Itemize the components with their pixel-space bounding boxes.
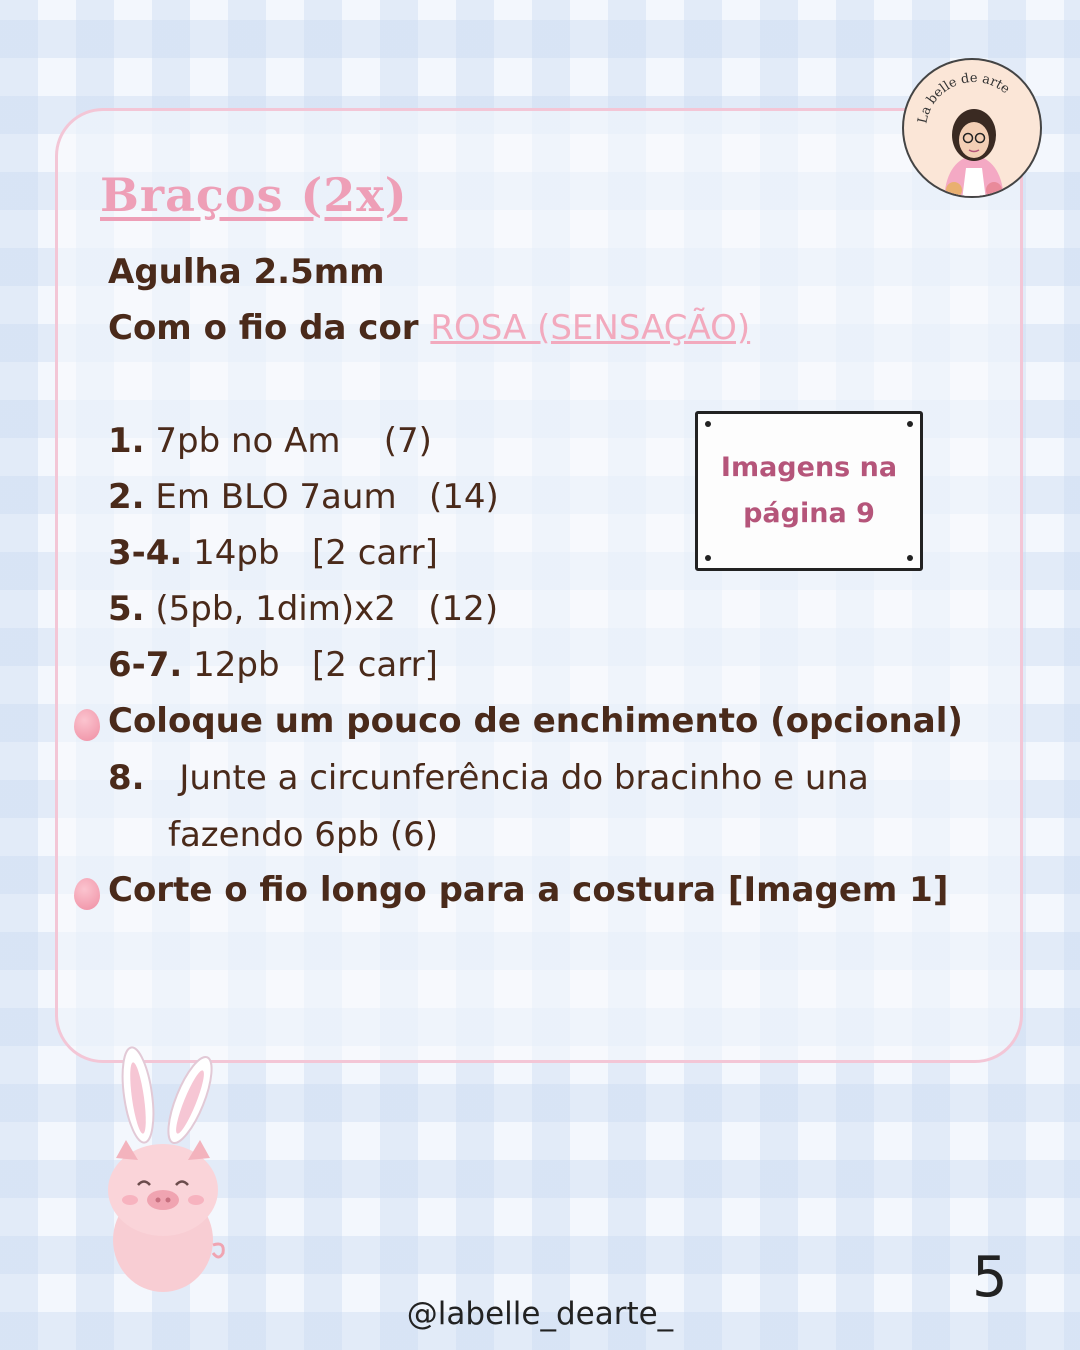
social-handle: @labelle_dearte_ (406, 1296, 674, 1332)
cut-yarn-note: Corte o fio longo para a costura [Imagem 1] (108, 870, 949, 910)
round-number: 3-4. (108, 533, 183, 573)
needle-info: Agulha 2.5mm (108, 252, 385, 292)
bunny-pig-illustration-icon (98, 1040, 248, 1300)
round-number: 8. (108, 758, 145, 798)
round-8 (108, 758, 869, 798)
round-8-continuation: fazendo 6pb (6) (168, 815, 439, 855)
round-6-7 (108, 645, 438, 685)
round-2 (108, 477, 499, 517)
round-text: Junte a circunferência do bracinho e una (179, 758, 869, 798)
round-text: 7pb no Am (7) (155, 421, 432, 461)
yarn-prefix: Com o fio da cor (108, 308, 419, 348)
bullet-icon (74, 878, 100, 910)
image-reference-text: Imagens na página 9 (720, 452, 898, 529)
round-text: Em BLO 7aum (14) (155, 477, 499, 517)
corner-dot (705, 555, 711, 561)
round-text: (5pb, 1dim)x2 (12) (155, 589, 499, 629)
yarn-info (108, 308, 750, 348)
round-5 (108, 589, 498, 629)
round-number: 2. (108, 477, 145, 517)
stuffing-note: Coloque um pouco de enchimento (opcional) (108, 701, 963, 741)
yarn-color: ROSA (SENSAÇÃO) (430, 308, 751, 348)
round-3-4 (108, 533, 438, 573)
round-number: 1. (108, 421, 145, 461)
image-reference-box (695, 411, 923, 571)
page-number: 5 (972, 1245, 1008, 1310)
logo-text: La belle de arte (915, 70, 1013, 125)
bullet-icon (74, 709, 100, 741)
round-number: 6-7. (108, 645, 183, 685)
round-1 (108, 421, 432, 461)
round-text: 14pb [2 carr] (193, 533, 438, 573)
corner-dot (907, 555, 913, 561)
round-text: 12pb [2 carr] (193, 645, 438, 685)
round-number: 5. (108, 589, 145, 629)
corner-dot (907, 421, 913, 427)
brand-logo (902, 58, 1042, 198)
section-title: Braços (2x) (100, 168, 408, 222)
corner-dot (705, 421, 711, 427)
logo-illustration-icon (904, 60, 1042, 198)
